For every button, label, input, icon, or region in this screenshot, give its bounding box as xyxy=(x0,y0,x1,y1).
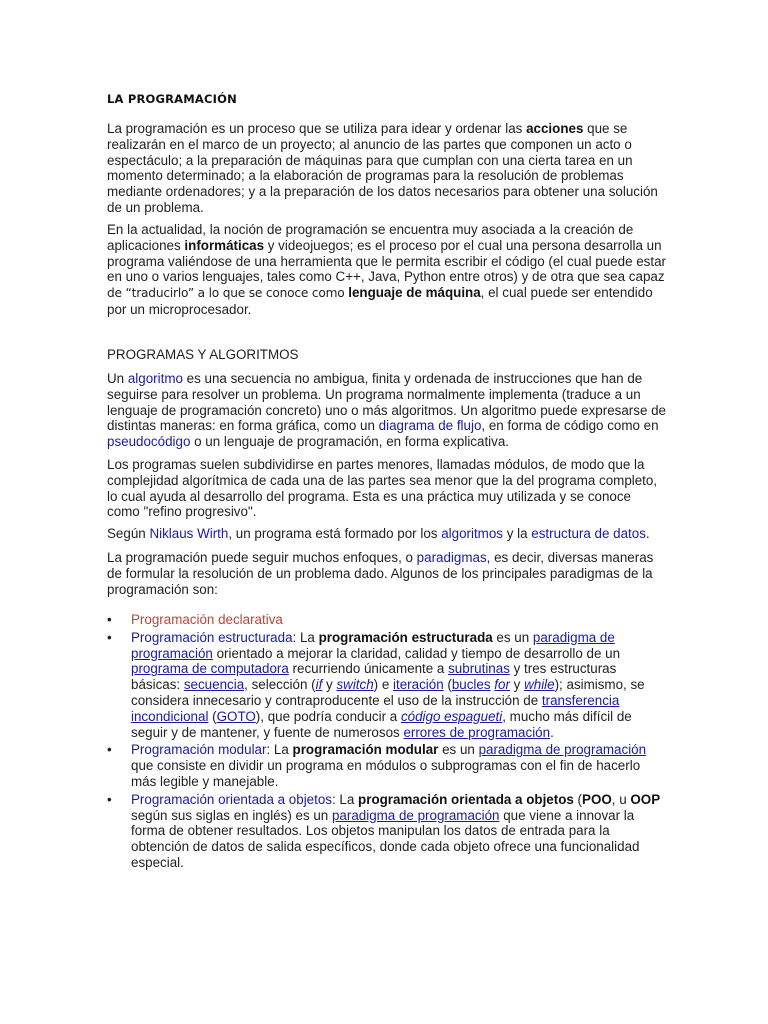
bullet-icon: • xyxy=(107,742,112,758)
link-algoritmos[interactable]: algoritmos xyxy=(441,526,503,541)
list-item xyxy=(107,612,667,628)
text: , selección ( xyxy=(244,677,316,693)
link-iteracion[interactable]: iteración xyxy=(393,677,444,693)
text: es una secuencia no ambigua, finita y ordenada de instrucciones que han de seguirse para resolver un problema. Un programa normalmente implementa (traduce a un lenguaje de programación concreto) uno o más algoritmos. Un algoritmo puede expresarse de distintas maneras: en forma gráfica, como un xyxy=(107,371,667,434)
link-bucles[interactable]: bucles xyxy=(451,677,491,693)
paradigm-list xyxy=(107,612,667,871)
text: , mucho más difícil de seguir y de mantener, y fuente de numerosos xyxy=(131,708,632,740)
text: es un xyxy=(438,742,479,758)
list-item xyxy=(107,630,667,741)
text: ( xyxy=(208,708,217,724)
algoritmo-paragraph xyxy=(107,371,667,450)
bullet-icon: • xyxy=(107,612,112,627)
page-title: LA PROGRAMACIÓN xyxy=(107,92,237,106)
link-switch[interactable]: switch xyxy=(336,677,374,693)
bold-term: POO xyxy=(582,791,612,807)
link-niklaus-wirth[interactable]: Niklaus Wirth xyxy=(149,526,229,541)
text: según sus siglas en inglés) es un xyxy=(131,807,332,823)
actualidad-paragraph xyxy=(107,222,667,318)
text: orientado a mejorar la claridad, calidad y tiempo de desarrollo de un xyxy=(212,645,621,661)
text: ( xyxy=(573,791,583,807)
text: de “traducirlo” a lo que se conoce como xyxy=(107,286,349,301)
text: , u xyxy=(611,791,631,807)
link-programacion-modular[interactable]: Programación modular xyxy=(131,742,267,758)
text: ) e xyxy=(373,677,394,693)
text: . xyxy=(550,724,554,740)
text: y la xyxy=(502,526,532,541)
bold-term: OOP xyxy=(630,791,661,807)
text: La programación puede seguir muchos enfoques, o xyxy=(107,550,417,565)
bold-term: lenguaje de máquina xyxy=(348,285,481,301)
text: ), que podría conducir a xyxy=(255,708,401,724)
link-codigo-espagueti[interactable]: código espagueti xyxy=(400,708,503,724)
section-heading: PROGRAMAS Y ALGORITMOS xyxy=(107,347,299,362)
paradigmas-paragraph xyxy=(107,550,667,597)
intro-paragraph xyxy=(107,121,667,216)
text: y tres estructuras básicas: xyxy=(131,661,617,693)
link-paradigmas[interactable]: paradigmas xyxy=(416,550,487,565)
text: que viene a innovar la forma de obtener resultados. Los objetos manipulan los datos de entrada para la obtención de datos de salida específicos, donde cada objeto ofrece una funcionalidad especial. xyxy=(131,807,640,870)
list-item xyxy=(107,792,667,871)
bold-term: informáticas xyxy=(184,237,265,253)
text: , el cual puede ser entendido por un microprocesador. xyxy=(107,285,653,317)
text: y videojuegos; es el proceso por el cual una persona desarrolla un programa valiéndose de una herramienta que le permita escribir el código (el cual puede estar en uno o varios lenguajes, tales como C++, Java, Python entre otros) y de otra que sea capaz xyxy=(107,237,667,285)
bullet-icon: • xyxy=(107,791,112,807)
text: Un xyxy=(107,371,128,386)
link-goto[interactable]: GOTO xyxy=(216,708,256,724)
bold-term: programación estructurada xyxy=(318,629,493,645)
bold-term: programación modular xyxy=(292,742,439,758)
link-for[interactable]: for xyxy=(494,677,510,693)
bold-term: acciones xyxy=(526,121,584,136)
link-while[interactable]: while xyxy=(524,677,555,693)
text: ( xyxy=(443,677,452,693)
bullet-icon: • xyxy=(107,629,112,645)
text: o un lenguaje de programación, en forma explicativa. xyxy=(190,434,509,450)
text: recurriendo únicamente a xyxy=(288,661,449,677)
bold-term: programación orientada a objetos xyxy=(358,791,574,807)
text: y xyxy=(322,677,337,693)
link-transferencia-incondicional[interactable]: transferencia incondicional xyxy=(131,692,620,724)
link-diagrama-de-flujo[interactable]: diagrama de flujo xyxy=(378,418,482,434)
link-if[interactable]: if xyxy=(315,677,323,693)
text: , en forma de código como en xyxy=(481,418,659,434)
link-programacion-estructurada[interactable]: Programación estructurada xyxy=(131,629,293,645)
text: : La xyxy=(266,742,293,758)
text: y xyxy=(509,677,525,693)
text: , es decir, diversas maneras de formular la resolución de un problema dado. Algunos de los principales paradigmas de la programación son: xyxy=(107,550,654,597)
link-paradigma-de-programacion[interactable]: paradigma de programación xyxy=(131,629,615,661)
text: : La xyxy=(292,629,319,645)
link-subrutinas[interactable]: subrutinas xyxy=(448,661,510,677)
link-paradigma-de-programacion[interactable]: paradigma de programación xyxy=(331,807,500,823)
link-programacion-declarativa[interactable]: Programación declarativa xyxy=(131,612,283,627)
link-paradigma-de-programacion[interactable]: paradigma de programación xyxy=(478,742,647,758)
text: ); asimismo, se considera innecesario y contraproducente el uso de la instrucción de xyxy=(131,677,645,708)
text: : La xyxy=(331,791,359,807)
text: Según xyxy=(107,526,150,541)
modulos-paragraph: Los programas suelen subdividirse en partes menores, llamadas módulos, de modo que la complejidad algorítmica de cada una de las partes sea menor que la del programa completo, lo cual ayuda al desarrollo del programa. Esta es una práctica muy utilizada y se conoce como "refino progresivo". xyxy=(107,457,658,520)
text: que consiste en dividir un programa en módulos o subprogramas con el fin de hacerlo más legible y manejable. xyxy=(131,758,641,789)
text: En la actualidad, la noción de programación se encuentra muy asociada a la creación de aplicaciones xyxy=(107,222,634,253)
link-secuencia[interactable]: secuencia xyxy=(183,677,245,693)
link-errores-de-programacion[interactable]: errores de programación xyxy=(403,724,551,740)
text: es un xyxy=(492,629,533,645)
link-programacion-orientada-a-objetos[interactable]: Programación orientada a objetos xyxy=(131,791,332,807)
text: La programación es un proceso que se utiliza para idear y ordenar las xyxy=(107,121,527,136)
text: . xyxy=(645,526,650,541)
wirth-paragraph xyxy=(107,526,667,542)
text: que se realizarán en el marco de un proyecto; al anuncio de las partes que componen un acto o espectáculo; a la preparación de máquinas para que cumplan con una cierta tarea en un momento determinado; a la elaboración de programas para la resolución de problemas mediante ordenadores; y a la preparación de los datos necesarios para obtener una solución de un problema. xyxy=(107,121,658,215)
text: , un programa está formado por los xyxy=(228,526,442,541)
link-programa-de-computadora[interactable]: programa de computadora xyxy=(131,661,289,677)
list-item xyxy=(107,742,667,789)
link-estructura-de-datos[interactable]: estructura de datos xyxy=(531,526,646,541)
link-algoritmo[interactable]: algoritmo xyxy=(127,371,183,386)
link-pseudocodigo[interactable]: pseudocódigo xyxy=(107,434,191,450)
